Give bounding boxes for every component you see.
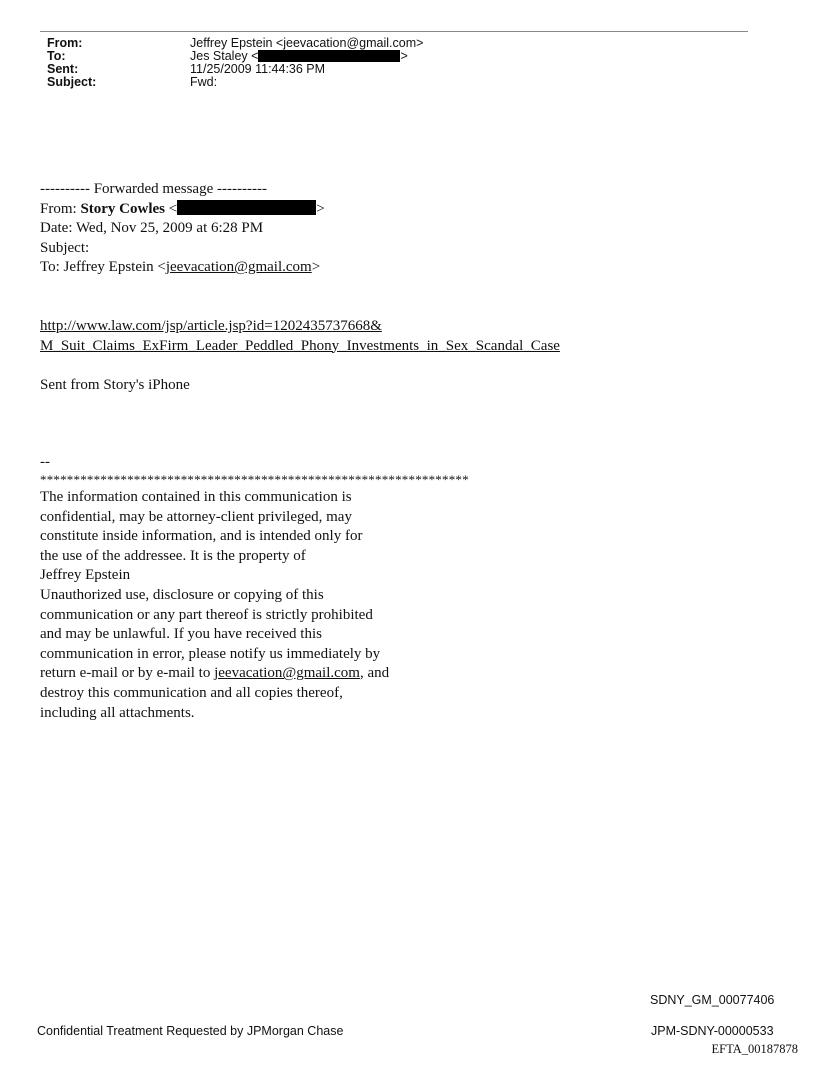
- disclaimer-line: Unauthorized use, disclosure or copying of this: [40, 586, 324, 603]
- disclaimer-line: The information contained in this communication is: [40, 489, 352, 505]
- forwarded-to: [40, 258, 325, 278]
- line-prefix: return e-mail or by e-mail to: [40, 665, 215, 682]
- from-open: <: [165, 200, 178, 217]
- to-prefix: To: Jeffrey Epstein <: [40, 259, 166, 276]
- to-suffix: >: [311, 259, 321, 276]
- disclaimer-line: communication or any part thereof is strictly prohibited: [40, 606, 373, 623]
- asterisk-divider: ****************************************************************: [40, 472, 469, 487]
- from-label: From:: [47, 36, 83, 50]
- article-link-line1[interactable]: http://www.law.com/jsp/article.jsp?id=1202435737668&: [40, 318, 382, 334]
- sender-name: Story Cowles: [80, 200, 166, 217]
- redaction-box: [177, 200, 316, 215]
- disclaimer-line: and may be unlawful. If you have received this: [40, 626, 322, 643]
- from-close: >: [316, 200, 325, 217]
- redaction-box: [258, 50, 400, 62]
- sent-value: 11/25/2009 11:44:36 PM: [190, 62, 326, 76]
- subject-row: [47, 76, 423, 89]
- bates-jpm: JPM-SDNY-00000533: [651, 1024, 774, 1038]
- disclaimer-line: the use of the addressee. It is the property of: [40, 547, 306, 564]
- disclaimer-line: communication in error, please notify us immediately by: [40, 645, 381, 662]
- disclaimer-line: Jeffrey Epstein: [40, 567, 131, 584]
- sent-row: [47, 63, 423, 76]
- disclaimer-line: constitute inside information, and is intended only for: [40, 528, 363, 545]
- disclaimer-line: destroy this communication and all copies thereof,: [40, 684, 343, 701]
- forwarded-message: [40, 180, 325, 278]
- article-link-line2[interactable]: M_Suit_Claims_ExFirm_Leader_Peddled_Phony_Investments_in_Sex_Scandal_Case: [40, 337, 560, 354]
- disclaimer: [40, 454, 469, 723]
- header-divider: [40, 31, 748, 32]
- from-value: Jeffrey Epstein <jeevacation@gmail.com>: [190, 36, 424, 50]
- subject-value: Fwd:: [190, 75, 218, 89]
- bates-efta: EFTA_00187878: [711, 1042, 798, 1056]
- email-link[interactable]: jeevacation@gmail.com: [165, 259, 312, 276]
- email-link[interactable]: jeevacation@gmail.com: [214, 665, 360, 682]
- forwarded-subject: Subject:: [40, 239, 90, 256]
- email-header: [47, 37, 423, 89]
- to-suffix: >: [400, 49, 408, 63]
- to-prefix: Jes Staley <: [190, 49, 259, 63]
- forwarded-from: [40, 200, 325, 220]
- confidential-notice: Confidential Treatment Requested by JPMorgan Chase: [37, 1024, 344, 1038]
- disclaimer-line: confidential, may be attorney-client privileged, may: [40, 508, 352, 525]
- sig-dashes: --: [40, 454, 50, 470]
- sent-label: Sent:: [47, 62, 79, 76]
- bates-sdny: SDNY_GM_00077406: [650, 993, 775, 1007]
- forwarded-date: Date: Wed, Nov 25, 2009 at 6:28 PM: [40, 220, 264, 237]
- disclaimer-line: including all attachments.: [40, 704, 195, 721]
- line-suffix: , and: [359, 665, 390, 682]
- forwarded-banner: ---------- Forwarded message ----------: [40, 181, 267, 197]
- from-prefix: From:: [40, 200, 81, 217]
- to-label: To:: [47, 49, 66, 63]
- article-link: [40, 317, 560, 356]
- disclaimer-line: [40, 664, 469, 684]
- subject-label: Subject:: [47, 75, 97, 89]
- signature: Sent from Story's iPhone: [40, 377, 190, 393]
